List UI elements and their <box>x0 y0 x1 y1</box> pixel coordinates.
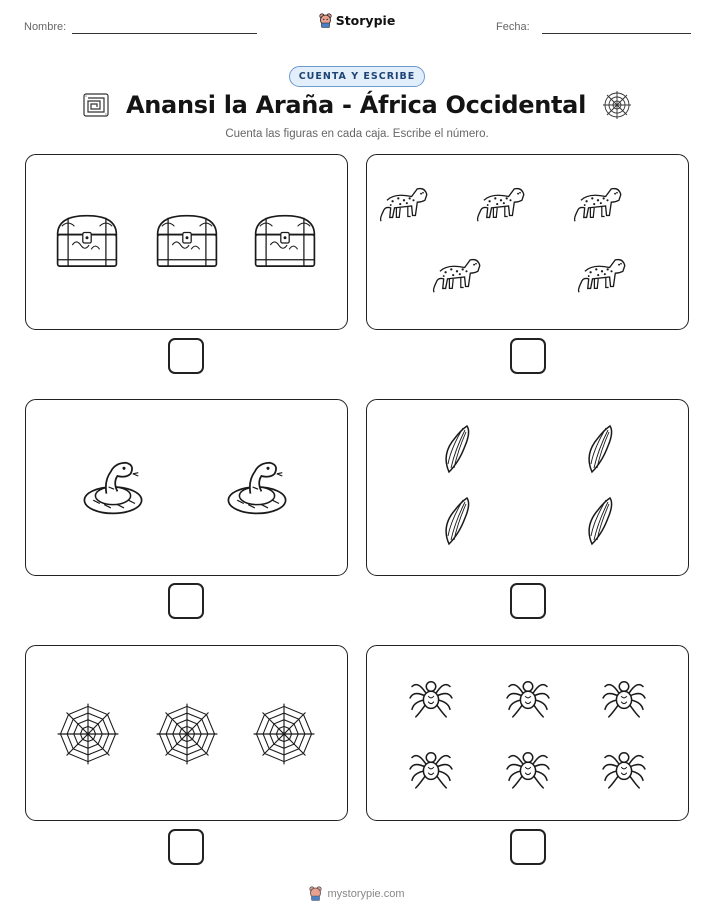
counting-box-webs <box>25 645 348 821</box>
snake-figures <box>26 400 349 577</box>
web-figures <box>26 646 349 822</box>
date-label: Fecha: <box>496 21 530 33</box>
chest-figures <box>26 155 349 331</box>
name-label: Nombre: <box>24 21 67 33</box>
spider-figure <box>603 753 645 788</box>
answer-box-leopards[interactable] <box>510 338 546 374</box>
badge-wrapper <box>0 66 714 87</box>
bear-icon <box>319 13 332 28</box>
footer <box>0 886 714 901</box>
counting-box-chests <box>25 154 348 330</box>
date-line[interactable] <box>542 33 691 34</box>
instructions: Cuenta las figuras en cada caja. Escribe el número. <box>225 128 489 140</box>
leopard-figure <box>434 260 480 293</box>
answer-box-chests[interactable] <box>168 338 204 374</box>
treasure-chest-figure <box>158 216 217 266</box>
answer-box-spiders[interactable] <box>510 829 546 865</box>
leopard-figure <box>579 260 625 293</box>
spider-web-figure <box>157 704 218 765</box>
counting-box-snakes <box>25 399 348 576</box>
counting-box-leaves <box>366 399 689 576</box>
bear-icon <box>309 886 322 901</box>
brand-name: Storypie <box>335 13 396 28</box>
spider-web-figure <box>58 704 119 765</box>
answer-box-snakes[interactable] <box>168 583 204 619</box>
leopard-figure <box>478 189 524 222</box>
leaf-figure <box>589 498 612 544</box>
answer-box-webs[interactable] <box>168 829 204 865</box>
treasure-chest-figure <box>58 216 117 266</box>
spider-figure <box>507 753 549 788</box>
leopard-figure <box>575 189 621 222</box>
counting-box-leopards <box>366 154 689 330</box>
leaf-figure <box>446 426 469 472</box>
page-title: Anansi la Araña - África Occidental <box>125 91 587 119</box>
brand-logo <box>0 13 714 28</box>
leopard-figure <box>381 189 427 222</box>
spider-figure <box>603 682 645 717</box>
activity-badge: CUENTA Y ESCRIBE <box>289 66 426 87</box>
counting-box-spiders <box>366 645 689 821</box>
spider-web-figure <box>254 704 315 765</box>
spider-figure <box>410 753 452 788</box>
spider-figure <box>507 682 549 717</box>
name-line[interactable] <box>72 33 257 34</box>
leaf-figure <box>589 426 612 472</box>
leopard-figures <box>367 155 690 331</box>
footer-site: mystorypie.com <box>327 887 405 900</box>
leaf-figure <box>446 498 469 544</box>
maze-icon <box>82 92 110 118</box>
snake-figure <box>84 463 141 514</box>
spider-web-icon <box>602 90 632 120</box>
answer-box-leaves[interactable] <box>510 583 546 619</box>
snake-figure <box>228 463 285 514</box>
spider-figure <box>410 682 452 717</box>
title-row <box>0 90 714 120</box>
treasure-chest-figure <box>256 216 315 266</box>
leaf-figures <box>367 400 690 577</box>
spider-figures <box>367 646 690 822</box>
